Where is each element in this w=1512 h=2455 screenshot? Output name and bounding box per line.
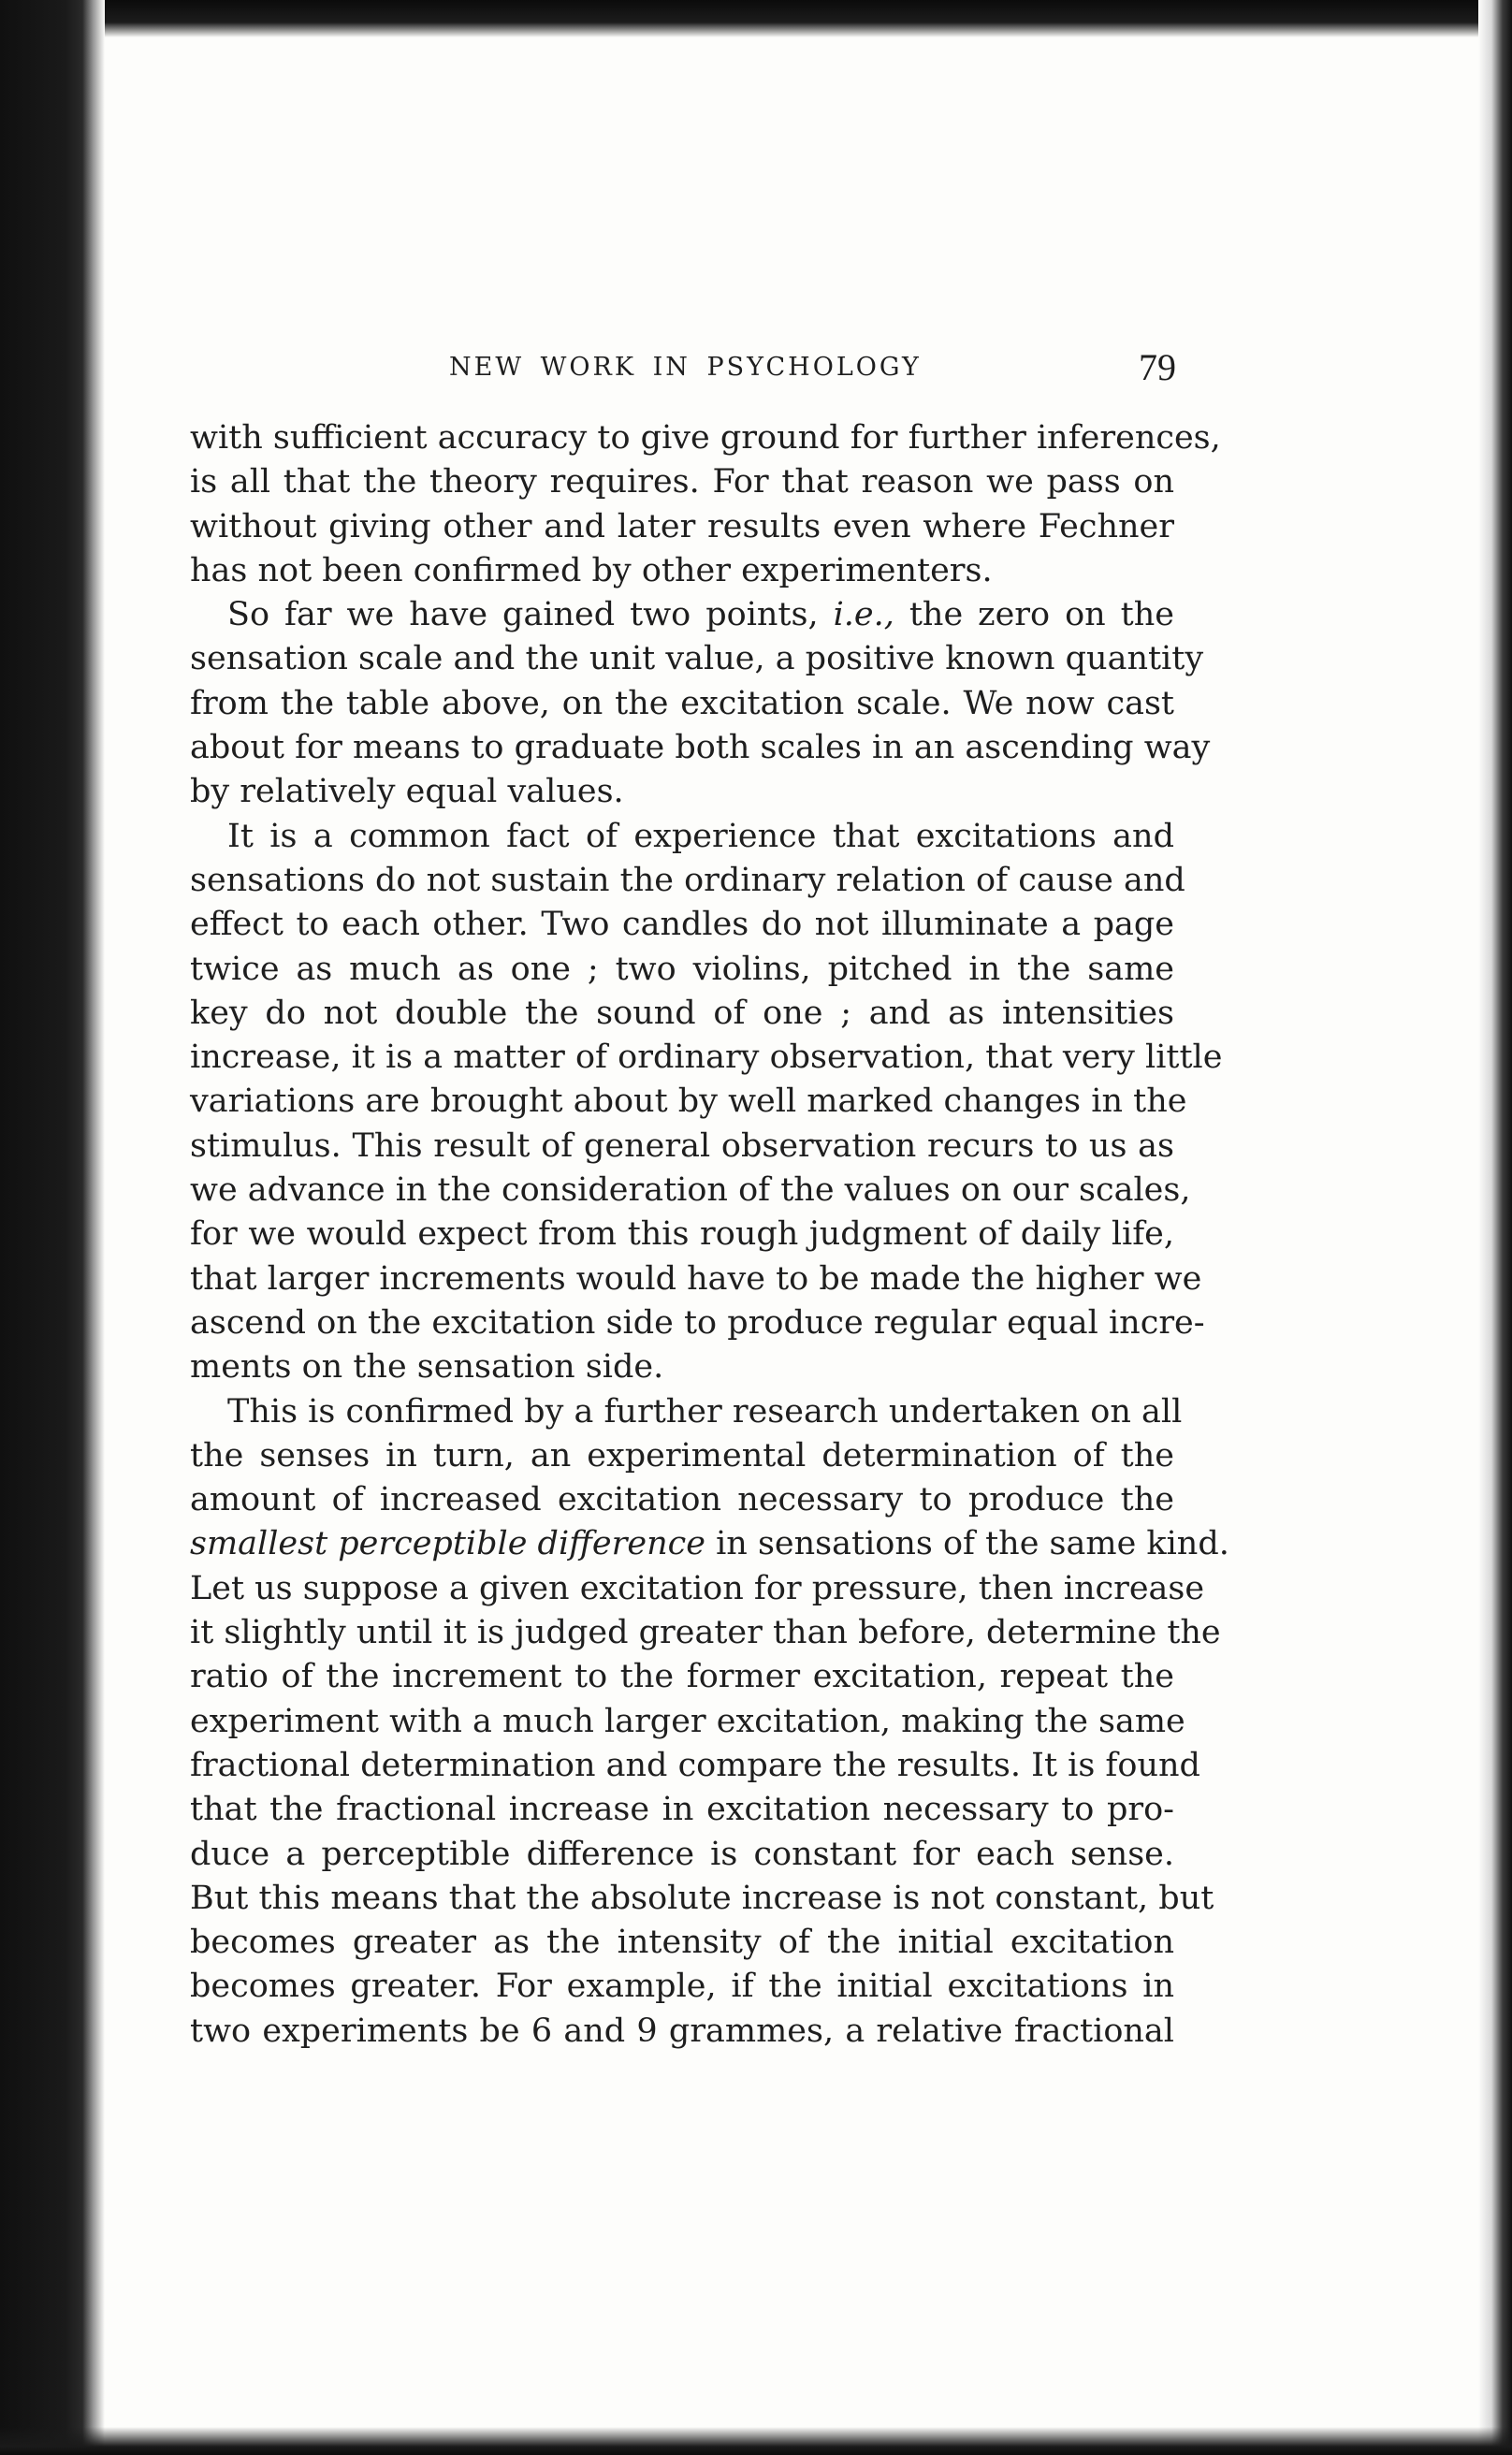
scan-border-right: [1478, 0, 1512, 2455]
text-line: has not been confirmed by other experimenters.: [190, 551, 993, 589]
text-line: It is a common fact of experience that excitations and: [227, 817, 1174, 855]
text-line: ments on the sensation side.: [190, 1348, 664, 1387]
text-line: [190, 1522, 1229, 1566]
text-line: it slightly until it is judged greater than before, determine the: [190, 1614, 1221, 1652]
text-line: increase, it is a matter of ordinary observation, that very little: [190, 1039, 1223, 1077]
paragraph-3: [190, 815, 1223, 1390]
text-line: with sufficient accuracy to give ground for further inferences,: [190, 419, 1221, 457]
text-line: is all that the theory requires. For that reason we pass on: [190, 463, 1174, 501]
paragraph-2: [190, 593, 1211, 814]
paragraph-4: [190, 1390, 1229, 2054]
text-line: variations are brought about by well marked changes in the: [190, 1082, 1187, 1121]
text-line: sensation scale and the unit value, a positive known quantity: [190, 640, 1204, 678]
text-line: ascend on the excitation side to produce regular equal incre-: [190, 1303, 1205, 1342]
text-line: without giving other and later results even where Fechner: [190, 507, 1174, 545]
running-head-title: NEW WORK IN PSYCHOLOGY: [449, 353, 922, 382]
scan-border-bottom: [0, 2427, 1512, 2455]
text-line: fractional determination and compare the results. It is found: [190, 1746, 1200, 1784]
running-head: [190, 346, 1176, 416]
page-body: [190, 346, 1229, 2054]
text-line: ratio of the increment to the former excitation, repeat the: [190, 1658, 1174, 1696]
italic-abbreviation: i.e.,: [833, 596, 894, 634]
page-number: 79: [1139, 346, 1176, 388]
text-run: So far we have gained two points,: [227, 596, 819, 634]
text-line: that the fractional increase in excitation necessary to pro-: [190, 1791, 1174, 1829]
text-line: experiment with a much larger excitation, making the same: [190, 1702, 1185, 1740]
text-line: twice as much as one ; two violins, pitched in the same: [190, 950, 1174, 988]
text-line: that larger increments would have to be made the higher we: [190, 1259, 1202, 1298]
text-line: Let us suppose a given excitation for pressure, then increase: [190, 1569, 1205, 1607]
text-line: from the table above, on the excitation scale. We now cast: [190, 684, 1174, 722]
text-line: amount of increased excitation necessary to produce the: [190, 1481, 1174, 1519]
text-line: by relatively equal values.: [190, 773, 624, 811]
text-line: [190, 593, 1174, 637]
text-line: for we would expect from this rough judgment of daily life,: [190, 1215, 1174, 1254]
text-line: duce a perceptible difference is constant for each sense.: [190, 1835, 1174, 1873]
text-line: stimulus. This result of general observation recurs to us as: [190, 1126, 1174, 1165]
text-line: becomes greater as the intensity of the initial excitation: [190, 1924, 1174, 1962]
italic-emphasis: smallest perceptible difference: [190, 1525, 705, 1563]
scan-border-top: [0, 0, 1512, 37]
paragraph-1: [190, 416, 1221, 593]
text-line: This is confirmed by a further research undertaken on all: [227, 1392, 1183, 1431]
text-line: becomes greater. For example, if the initial excitations in: [190, 1968, 1174, 2006]
text-line: sensations do not sustain the ordinary relation of cause and: [190, 861, 1185, 899]
text-line: two experiments be 6 and 9 grammes, a relative fractional: [190, 2012, 1174, 2050]
text-line: about for means to graduate both scales in an ascending way: [190, 729, 1211, 767]
text-line: key do not double the sound of one ; and as intensities: [190, 994, 1174, 1032]
text-line: we advance in the consideration of the values on our scales,: [190, 1171, 1191, 1210]
text-line: But this means that the absolute increase is not constant, but: [190, 1879, 1214, 1917]
text-run: in sensations of the same kind.: [716, 1525, 1229, 1563]
text-line: the senses in turn, an experimental determination of the: [190, 1436, 1174, 1474]
text-run: the zero on the: [909, 596, 1174, 634]
text-line: effect to each other. Two candles do not illuminate a page: [190, 906, 1174, 944]
book-binding-shadow: [0, 0, 105, 2455]
